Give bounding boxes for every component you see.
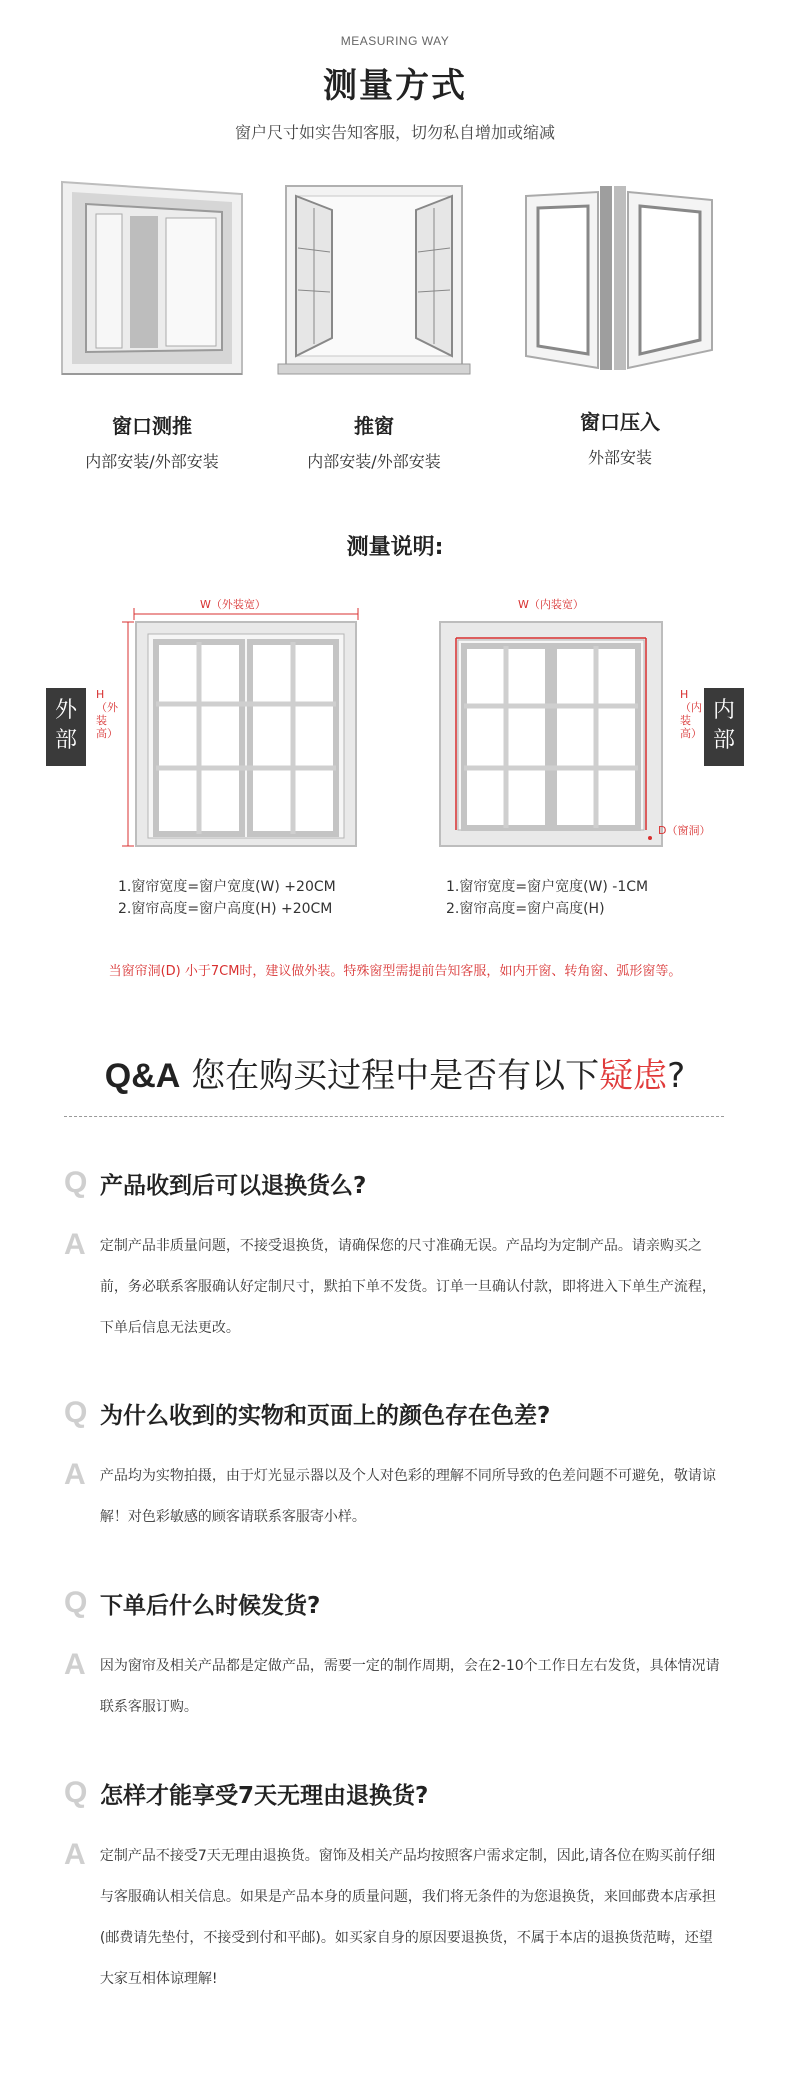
answer-text: 定制产品不接受7天无理由退换货。窗饰及相关产品均按照客户需求定制，因此,请各位在购买前仔细与客服确认相关信息。如果是产品本身的质量问题，我们将无条件的为您退换货，来回邮费本店承担(邮费请先垫付，不接受到付和平邮)。如买家自身的原因要退换货，不属于本店的退换货范畴，还望大家互相体谅理解! <box>99 1848 716 1987</box>
measure-warning: 当窗帘洞(D) 小于7CM时，建议做外装。特殊窗型需提前告知客服，如内开窗、转角窗、弧形窗等。 <box>108 964 682 979</box>
window-type-subtitle: 内部安装/外部安装 <box>85 452 219 471</box>
inside-formula-1: 1.窗帘宽度=窗户宽度(W) -1CM <box>446 879 649 895</box>
window-type-title: 窗口测推 <box>112 414 192 438</box>
qa-title-end: ? <box>667 1056 686 1096</box>
outside-width-label: W（外装宽） <box>200 598 266 611</box>
a-letter: A <box>64 1458 86 1491</box>
window-type-subtitle: 外部安装 <box>587 448 652 467</box>
qa-item-4 <box>64 1776 724 2000</box>
inside-formula-2: 2.窗帘高度=窗户高度(H) <box>446 901 605 917</box>
a-letter: A <box>64 1648 86 1681</box>
outside-height-label: H（外装高） <box>96 688 118 740</box>
q-letter: Q <box>64 1586 88 1619</box>
outside-tag: 外部 <box>46 688 86 766</box>
window-type-1 <box>42 410 262 472</box>
answer-text: 产品均为实物拍摄，由于灯光显示器以及个人对色彩的理解不同所导致的色差问题不可避免，敬请谅解！对色彩敏感的顾客请联系客服寄小样。 <box>99 1468 716 1525</box>
q-letter: Q <box>64 1396 88 1429</box>
section-description: 窗户尺寸如实告知客服，切勿私自增加或缩减 <box>234 123 555 142</box>
question-text: 下单后什么时候发货? <box>100 1592 321 1619</box>
window-type-subtitle: 内部安装/外部安装 <box>307 452 441 471</box>
outside-formulas <box>118 876 336 920</box>
question-text: 产品收到后可以退换货么? <box>100 1172 367 1199</box>
inside-depth-label: D（窗洞） <box>658 824 711 837</box>
question-text: 为什么收到的实物和页面上的颜色存在色差? <box>100 1402 551 1429</box>
a-letter: A <box>64 1228 86 1261</box>
qa-title-bold: Q&A <box>104 1057 181 1095</box>
q-letter: Q <box>64 1166 88 1199</box>
window-2-image <box>278 186 470 374</box>
qa-item-3 <box>64 1586 724 1728</box>
measure-diagrams <box>0 590 790 860</box>
inside-width-label: W（内装宽） <box>518 598 584 611</box>
window-3-image <box>526 186 712 370</box>
qa-title <box>0 1048 790 1097</box>
inside-height-label: H（内装高） <box>680 688 702 740</box>
q-letter: Q <box>64 1776 88 1809</box>
qa-item-1 <box>64 1166 724 1349</box>
window-type-title: 窗口压入 <box>580 410 660 434</box>
measure-title: 测量说明: <box>346 535 444 560</box>
qa-title-highlight: 疑虑 <box>599 1056 668 1096</box>
a-letter: A <box>64 1838 86 1871</box>
inside-window-diagram <box>440 622 662 846</box>
qa-title-text: 您在购买过程中是否有以下 <box>191 1056 600 1096</box>
qa-divider <box>64 1116 724 1117</box>
section-title: 测量方式 <box>323 66 467 106</box>
outside-formula-2: 2.窗帘高度=窗户高度(H) +20CM <box>118 901 333 917</box>
inside-tag: 内部 <box>704 688 744 766</box>
window-1-image <box>62 182 242 374</box>
inside-formulas <box>446 876 648 920</box>
qa-item-2 <box>64 1396 724 1538</box>
window-type-2 <box>264 410 484 472</box>
section-subtitle-en: MEASURING WAY <box>340 34 450 48</box>
window-type-3 <box>510 406 730 468</box>
outside-window-diagram <box>122 608 358 846</box>
outside-formula-1: 1.窗帘宽度=窗户宽度(W) +20CM <box>118 879 336 895</box>
question-text: 怎样才能享受7天无理由退换货? <box>100 1782 429 1809</box>
answer-text: 因为窗帘及相关产品都是定做产品，需要一定的制作周期，会在2-10个工作日左右发货，具体情况请联系客服订购。 <box>99 1658 720 1715</box>
window-types-illustration <box>0 178 790 388</box>
window-type-title: 推窗 <box>354 414 394 438</box>
answer-text: 定制产品非质量问题，不接受退换货，请确保您的尺寸准确无误。产品均为定制产品。请亲购买之前，务必联系客服确认好定制尺寸，默拍下单不发货。订单一旦确认付款，即将进入下单生产流程，下单后信息无法更改。 <box>99 1238 716 1336</box>
